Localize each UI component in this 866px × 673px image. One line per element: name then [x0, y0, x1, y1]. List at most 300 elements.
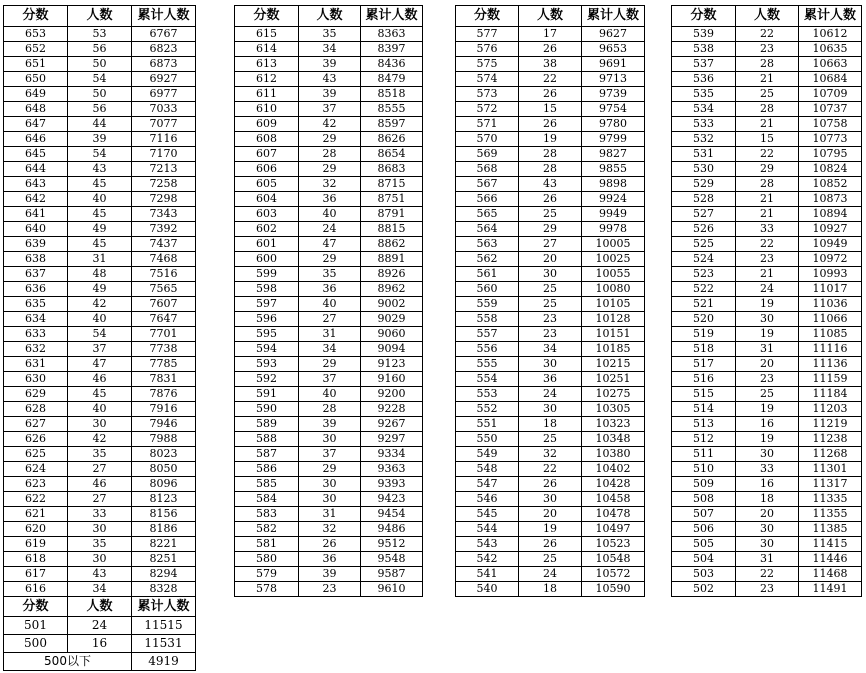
cumulative-cell: 9029	[361, 312, 423, 327]
score-cell: 645	[4, 147, 68, 162]
table-row	[456, 537, 645, 552]
table-row	[672, 27, 862, 42]
count-cell: 28	[736, 102, 799, 117]
score-cell: 509	[672, 477, 736, 492]
cumulative-cell: 10758	[799, 117, 862, 132]
score-cell: 575	[456, 57, 519, 72]
score-cell: 604	[235, 192, 299, 207]
score-cell: 555	[456, 357, 519, 372]
table-row	[456, 492, 645, 507]
score-cell: 640	[4, 222, 68, 237]
cumulative-cell: 10684	[799, 72, 862, 87]
cumulative-cell: 11355	[799, 507, 862, 522]
table-row	[456, 477, 645, 492]
score-cell: 635	[4, 297, 68, 312]
table-row	[672, 537, 862, 552]
table-row	[235, 447, 423, 462]
table-row	[672, 132, 862, 147]
table-row	[672, 117, 862, 132]
table-row	[4, 282, 196, 297]
score-cell: 588	[235, 432, 299, 447]
score-cell: 550	[456, 432, 519, 447]
cumulative-cell: 10380	[582, 447, 645, 462]
table-row	[235, 372, 423, 387]
table-row	[235, 432, 423, 447]
score-cell: 514	[672, 402, 736, 417]
count-cell: 29	[299, 162, 361, 177]
count-cell: 29	[519, 222, 582, 237]
cumulative-cell: 10275	[582, 387, 645, 402]
cumulative-cell: 11301	[799, 462, 862, 477]
table-row	[235, 312, 423, 327]
cumulative-cell: 10151	[582, 327, 645, 342]
score-header: 分数	[235, 6, 299, 27]
score-cell: 500	[4, 635, 68, 653]
cumulative-cell: 7077	[132, 117, 196, 132]
count-cell: 50	[68, 87, 132, 102]
score-table-4	[671, 5, 862, 597]
count-cell: 22	[736, 237, 799, 252]
score-cell: 507	[672, 507, 736, 522]
score-cell: 642	[4, 192, 68, 207]
count-cell: 40	[299, 297, 361, 312]
count-cell: 18	[736, 492, 799, 507]
count-cell: 32	[299, 177, 361, 192]
score-cell: 615	[235, 27, 299, 42]
table-row	[672, 432, 862, 447]
table-row	[672, 192, 862, 207]
count-cell: 26	[519, 42, 582, 57]
table-row	[4, 87, 196, 102]
cumulative-cell: 10128	[582, 312, 645, 327]
table-row	[456, 72, 645, 87]
score-cell: 609	[235, 117, 299, 132]
count-cell: 19	[736, 297, 799, 312]
cumulative-cell: 10635	[799, 42, 862, 57]
table-row	[4, 417, 196, 432]
header-row	[456, 6, 645, 27]
score-cell: 584	[235, 492, 299, 507]
score-cell: 534	[672, 102, 736, 117]
count-cell: 20	[736, 507, 799, 522]
table-row	[672, 477, 862, 492]
score-cell: 650	[4, 72, 68, 87]
table-row	[672, 87, 862, 102]
table-row	[456, 372, 645, 387]
cumulative-cell: 6823	[132, 42, 196, 57]
table-row	[235, 222, 423, 237]
score-cell: 528	[672, 192, 736, 207]
score-cell: 504	[672, 552, 736, 567]
cumulative-cell: 11531	[132, 635, 196, 653]
cumulative-cell: 8751	[361, 192, 423, 207]
table-row	[4, 537, 196, 552]
table-row	[672, 222, 862, 237]
count-cell: 46	[68, 372, 132, 387]
cumulative-cell: 11203	[799, 402, 862, 417]
count-cell: 54	[68, 72, 132, 87]
count-cell: 29	[299, 357, 361, 372]
count-cell: 43	[299, 72, 361, 87]
table-row	[456, 57, 645, 72]
score-cell: 589	[235, 417, 299, 432]
score-cell: 626	[4, 432, 68, 447]
cumulative-cell: 10497	[582, 522, 645, 537]
score-cell: 634	[4, 312, 68, 327]
table-row	[456, 282, 645, 297]
score-cell: 557	[456, 327, 519, 342]
count-cell: 28	[299, 147, 361, 162]
score-cell: 599	[235, 267, 299, 282]
score-cell: 572	[456, 102, 519, 117]
table-row	[235, 342, 423, 357]
table-row	[672, 507, 862, 522]
cumulative-cell: 9754	[582, 102, 645, 117]
count-cell: 21	[736, 207, 799, 222]
cumulative-cell: 8397	[361, 42, 423, 57]
count-cell: 31	[299, 327, 361, 342]
cumulative-cell: 7468	[132, 252, 196, 267]
score-cell: 503	[672, 567, 736, 582]
count-cell: 30	[519, 402, 582, 417]
table-row	[235, 417, 423, 432]
score-cell: 580	[235, 552, 299, 567]
score-cell: 590	[235, 402, 299, 417]
count-cell: 15	[519, 102, 582, 117]
table-row	[456, 192, 645, 207]
table-row	[456, 252, 645, 267]
count-cell: 18	[519, 417, 582, 432]
score-cell: 517	[672, 357, 736, 372]
count-cell: 17	[519, 27, 582, 42]
cumulative-cell: 8479	[361, 72, 423, 87]
score-cell: 531	[672, 147, 736, 162]
count-cell: 25	[736, 387, 799, 402]
count-cell: 28	[299, 402, 361, 417]
cumulative-cell: 11136	[799, 357, 862, 372]
table-row	[4, 462, 196, 477]
score-cell: 582	[235, 522, 299, 537]
score-cell: 587	[235, 447, 299, 462]
score-cell: 520	[672, 312, 736, 327]
count-header: 人数	[68, 597, 132, 617]
score-cell: 536	[672, 72, 736, 87]
count-cell: 43	[68, 162, 132, 177]
table-row	[4, 342, 196, 357]
table-row	[4, 522, 196, 537]
score-cell: 628	[4, 402, 68, 417]
score-cell: 551	[456, 417, 519, 432]
score-cell: 605	[235, 177, 299, 192]
score-cell: 515	[672, 387, 736, 402]
cumulative-cell: 7701	[132, 327, 196, 342]
score-cell: 570	[456, 132, 519, 147]
table-row	[4, 237, 196, 252]
table-row	[235, 42, 423, 57]
table-row	[4, 147, 196, 162]
cumulative-cell: 9739	[582, 87, 645, 102]
score-cell: 600	[235, 252, 299, 267]
score-cell: 544	[456, 522, 519, 537]
score-cell: 556	[456, 342, 519, 357]
score-cell: 563	[456, 237, 519, 252]
count-cell: 20	[519, 252, 582, 267]
table-row	[456, 447, 645, 462]
cumulative-cell: 6767	[132, 27, 196, 42]
table-row	[235, 102, 423, 117]
score-cell: 591	[235, 387, 299, 402]
table-row	[672, 567, 862, 582]
count-cell: 26	[299, 537, 361, 552]
cumulative-cell: 10709	[799, 87, 862, 102]
count-cell: 38	[519, 57, 582, 72]
score-cell: 616	[4, 582, 68, 597]
score-cell: 603	[235, 207, 299, 222]
table-row	[235, 552, 423, 567]
cumulative-cell: 11515	[132, 617, 196, 635]
cumulative-cell: 10993	[799, 267, 862, 282]
table-row	[235, 237, 423, 252]
table-row	[4, 177, 196, 192]
count-cell: 19	[519, 522, 582, 537]
count-cell: 37	[299, 102, 361, 117]
table-row	[235, 147, 423, 162]
count-cell: 40	[299, 387, 361, 402]
count-cell: 40	[68, 402, 132, 417]
score-cell: 633	[4, 327, 68, 342]
count-cell: 22	[736, 147, 799, 162]
score-cell: 506	[672, 522, 736, 537]
table-row	[672, 327, 862, 342]
cumulative-cell: 8050	[132, 462, 196, 477]
count-cell: 31	[736, 552, 799, 567]
count-cell: 31	[68, 252, 132, 267]
table-row	[235, 357, 423, 372]
score-cell: 636	[4, 282, 68, 297]
table-row	[4, 267, 196, 282]
cumulative-cell: 9393	[361, 477, 423, 492]
score-cell: 562	[456, 252, 519, 267]
cumulative-cell: 10458	[582, 492, 645, 507]
cumulative-cell: 6977	[132, 87, 196, 102]
count-cell: 27	[299, 312, 361, 327]
table-row	[456, 357, 645, 372]
count-cell: 36	[299, 192, 361, 207]
cumulative-cell: 9610	[361, 582, 423, 597]
table-row	[4, 432, 196, 447]
score-cell: 560	[456, 282, 519, 297]
table-row	[235, 327, 423, 342]
table-row	[672, 252, 862, 267]
table-row	[456, 387, 645, 402]
table-row	[4, 617, 196, 635]
count-cell: 34	[68, 582, 132, 597]
score-cell: 639	[4, 237, 68, 252]
count-cell: 42	[68, 432, 132, 447]
cumulative-cell: 7988	[132, 432, 196, 447]
score-cell: 651	[4, 57, 68, 72]
count-cell: 16	[68, 635, 132, 653]
cumulative-cell: 9334	[361, 447, 423, 462]
table-row	[672, 342, 862, 357]
cumulative-cell: 8518	[361, 87, 423, 102]
cumulative-cell: 9094	[361, 342, 423, 357]
score-cell: 548	[456, 462, 519, 477]
score-cell: 518	[672, 342, 736, 357]
table-row	[4, 372, 196, 387]
count-cell: 25	[519, 282, 582, 297]
table-row	[235, 207, 423, 222]
table-row	[672, 402, 862, 417]
table-row	[235, 252, 423, 267]
cumulative-cell: 9200	[361, 387, 423, 402]
count-cell: 35	[68, 447, 132, 462]
score-cell: 502	[672, 582, 736, 597]
cumulative-cell: 11036	[799, 297, 862, 312]
count-cell: 36	[299, 282, 361, 297]
cumulative-cell: 9423	[361, 492, 423, 507]
score-cell: 618	[4, 552, 68, 567]
count-cell: 30	[519, 357, 582, 372]
cumulative-cell: 8862	[361, 237, 423, 252]
count-cell: 54	[68, 327, 132, 342]
score-cell: 641	[4, 207, 68, 222]
table-row	[672, 312, 862, 327]
table-row	[4, 567, 196, 582]
cumulative-cell: 10773	[799, 132, 862, 147]
score-cell: 546	[456, 492, 519, 507]
count-cell: 54	[68, 147, 132, 162]
table-row	[4, 402, 196, 417]
score-cell: 508	[672, 492, 736, 507]
cumulative-cell: 10927	[799, 222, 862, 237]
cumulative-cell: 6873	[132, 57, 196, 72]
cumulative-cell: 11317	[799, 477, 862, 492]
count-cell: 22	[736, 567, 799, 582]
table-row	[456, 507, 645, 522]
table-row	[4, 117, 196, 132]
score-cell: 530	[672, 162, 736, 177]
count-cell: 30	[68, 417, 132, 432]
cumulative-cell: 11415	[799, 537, 862, 552]
count-cell: 45	[68, 177, 132, 192]
score-cell: 567	[456, 177, 519, 192]
count-cell: 30	[519, 492, 582, 507]
count-cell: 48	[68, 267, 132, 282]
count-cell: 23	[736, 252, 799, 267]
table-row	[235, 117, 423, 132]
cumulative-cell: 8715	[361, 177, 423, 192]
score-cell: 542	[456, 552, 519, 567]
cumulative-cell: 9512	[361, 537, 423, 552]
table-row	[4, 42, 196, 57]
count-cell: 19	[519, 132, 582, 147]
count-cell: 40	[299, 207, 361, 222]
cumulative-cell: 7831	[132, 372, 196, 387]
table-row	[4, 635, 196, 653]
score-cell: 512	[672, 432, 736, 447]
cumulative-cell: 9898	[582, 177, 645, 192]
score-cell: 607	[235, 147, 299, 162]
count-cell: 22	[519, 72, 582, 87]
cumulative-cell: 9691	[582, 57, 645, 72]
table-row	[235, 177, 423, 192]
table-row	[456, 552, 645, 567]
score-cell: 535	[672, 87, 736, 102]
count-header: 人数	[736, 6, 799, 27]
cumulative-cell: 10185	[582, 342, 645, 357]
score-cell: 653	[4, 27, 68, 42]
cumulative-cell: 7343	[132, 207, 196, 222]
cumulative-cell: 11446	[799, 552, 862, 567]
table-row	[4, 132, 196, 147]
cumulative-header: 累计人数	[361, 6, 423, 27]
cumulative-cell: 7516	[132, 267, 196, 282]
count-cell: 42	[68, 297, 132, 312]
score-cell: 581	[235, 537, 299, 552]
score-cell: 529	[672, 177, 736, 192]
score-cell: 593	[235, 357, 299, 372]
cumulative-cell: 8815	[361, 222, 423, 237]
cumulative-cell: 8654	[361, 147, 423, 162]
score-cell: 623	[4, 477, 68, 492]
cumulative-cell: 9002	[361, 297, 423, 312]
score-cell: 501	[4, 617, 68, 635]
cumulative-cell: 11468	[799, 567, 862, 582]
count-cell: 37	[68, 342, 132, 357]
count-cell: 39	[299, 567, 361, 582]
table-row	[456, 312, 645, 327]
score-header: 分数	[456, 6, 519, 27]
score-cell: 526	[672, 222, 736, 237]
score-cell: 524	[672, 252, 736, 267]
count-cell: 34	[299, 342, 361, 357]
score-cell: 576	[456, 42, 519, 57]
cumulative-cell: 10025	[582, 252, 645, 267]
table-row	[456, 237, 645, 252]
count-cell: 23	[299, 582, 361, 597]
count-cell: 37	[299, 447, 361, 462]
table-row	[672, 72, 862, 87]
cumulative-cell: 10523	[582, 537, 645, 552]
score-cell: 583	[235, 507, 299, 522]
cumulative-cell: 7876	[132, 387, 196, 402]
table-row	[235, 267, 423, 282]
table-row	[456, 42, 645, 57]
table-row	[235, 537, 423, 552]
cumulative-cell: 8363	[361, 27, 423, 42]
cumulative-cell: 10590	[582, 582, 645, 597]
table-row	[456, 132, 645, 147]
table-row	[672, 372, 862, 387]
table-row	[672, 552, 862, 567]
count-cell: 37	[299, 372, 361, 387]
table-row	[456, 462, 645, 477]
cumulative-header: 累计人数	[582, 6, 645, 27]
cumulative-cell: 11238	[799, 432, 862, 447]
cumulative-cell: 10348	[582, 432, 645, 447]
table-row	[456, 327, 645, 342]
below-500-label: 500以下	[4, 653, 132, 671]
score-cell: 601	[235, 237, 299, 252]
score-cell: 540	[456, 582, 519, 597]
count-cell: 26	[519, 537, 582, 552]
table-row	[456, 522, 645, 537]
score-cell: 592	[235, 372, 299, 387]
table-row	[4, 27, 196, 42]
count-cell: 43	[68, 567, 132, 582]
cumulative-cell: 7607	[132, 297, 196, 312]
